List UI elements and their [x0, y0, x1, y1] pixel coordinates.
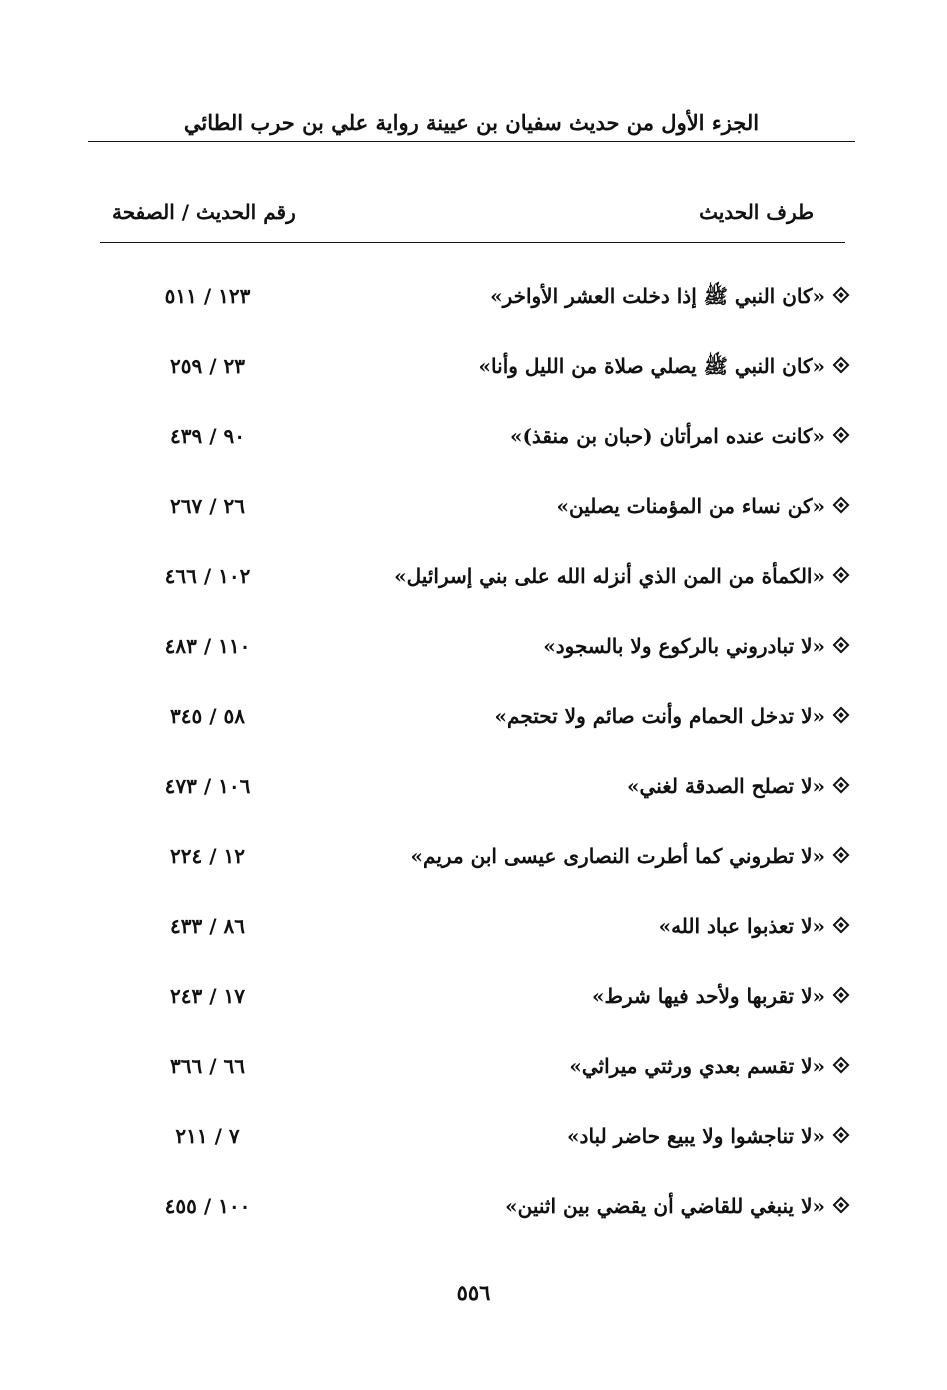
- entry-ref: ٨٦ / ٤٣٣: [170, 914, 245, 938]
- index-entry: [0, 486, 947, 526]
- diamond-bullet-icon: [833, 987, 850, 1004]
- running-header: الجزء الأول من حديث سفيان بن عيينة رواية علي بن حرب الطائي: [183, 110, 760, 135]
- entry-text-wrap: [510, 420, 847, 452]
- entry-text: «لا تدخل الحمام وأنت صائم ولا تحتجم»: [494, 704, 825, 728]
- entry-text-wrap: [394, 560, 847, 592]
- index-entry: [0, 766, 947, 806]
- index-entry: [0, 836, 947, 876]
- entry-text: «كان النبي ﷺ إذا دخلت العشر الأواخر»: [490, 284, 825, 308]
- entry-ref: ٧ / ٢١١: [175, 1124, 240, 1148]
- entry-text: «كان النبي ﷺ يصلي صلاة من الليل وأنا»: [478, 354, 825, 378]
- index-entry: [0, 1186, 947, 1226]
- entry-ref: ٥٨ / ٣٤٥: [170, 704, 245, 728]
- entry-text-wrap: [567, 1120, 847, 1152]
- diamond-bullet-icon: [833, 917, 850, 934]
- entry-text: «لا تصلح الصدقة لغني»: [627, 774, 825, 798]
- index-entry: [0, 1116, 947, 1156]
- index-entry: [0, 556, 947, 596]
- diamond-bullet-icon: [833, 707, 850, 724]
- index-entry: [0, 976, 947, 1016]
- diamond-bullet-icon: [833, 1127, 850, 1144]
- diamond-bullet-icon: [833, 497, 850, 514]
- entry-text: «لا تناجشوا ولا يبيع حاضر لباد»: [567, 1124, 825, 1148]
- entry-text: «لا ينبغي للقاضي أن يقضي بين اثنين»: [505, 1194, 825, 1218]
- entry-ref: ٢٣ / ٢٥٩: [170, 354, 245, 378]
- diamond-bullet-icon: [833, 1197, 850, 1214]
- entry-text: «كانت عنده امرأتان (حبان بن منقذ)»: [509, 424, 825, 448]
- entry-ref: ١١٠ / ٤٨٣: [164, 634, 251, 658]
- entry-text: «لا تعذبوا عباد الله»: [658, 914, 825, 938]
- index-entry: [0, 1046, 947, 1086]
- diamond-bullet-icon: [833, 1057, 850, 1074]
- entry-ref: ١٠٢ / ٤٦٦: [164, 564, 251, 588]
- entry-text: «لا تطروني كما أطرت النصارى عيسى ابن مريم»: [410, 844, 825, 868]
- entry-text-wrap: [569, 1050, 847, 1082]
- entry-text: «لا تقسم بعدي ورثتي ميراثي»: [569, 1054, 825, 1078]
- entry-text-wrap: [505, 1190, 847, 1222]
- index-entry: [0, 416, 947, 456]
- diamond-bullet-icon: [833, 567, 850, 584]
- diamond-bullet-icon: [833, 637, 850, 654]
- index-entry: [0, 346, 947, 386]
- page-number: ٥٥٦: [456, 1280, 491, 1305]
- entry-text-wrap: [592, 980, 847, 1012]
- column-header-hadith-ref: رقم الحديث / الصفحة: [112, 200, 296, 224]
- entry-text: «لا تقربها ولأحد فيها شرط»: [592, 984, 825, 1008]
- entry-ref: ١٠٠ / ٤٥٥: [164, 1194, 251, 1218]
- entry-ref: ١٢٣ / ٥١١: [164, 284, 251, 308]
- diamond-bullet-icon: [833, 357, 850, 374]
- entry-text-wrap: [479, 350, 847, 382]
- index-entry: [0, 276, 947, 316]
- entry-ref: ٩٠ / ٤٣٩: [170, 424, 245, 448]
- entry-ref: ٢٦ / ٢٦٧: [170, 494, 245, 518]
- entry-ref: ١٧ / ٢٤٣: [170, 984, 245, 1008]
- entry-text-wrap: [659, 910, 847, 942]
- entry-text-wrap: [557, 490, 847, 522]
- diamond-bullet-icon: [833, 777, 850, 794]
- entry-ref: ١٠٦ / ٤٧٣: [164, 774, 251, 798]
- entry-text: «لا تبادروني بالركوع ولا بالسجود»: [543, 634, 825, 658]
- column-header-hadith-text: طرف الحديث: [699, 200, 814, 224]
- entry-text: «الكمأة من المن الذي أنزله الله على بني إسرائيل»: [394, 564, 825, 588]
- entry-text-wrap: [411, 840, 847, 872]
- entry-ref: ٦٦ / ٣٦٦: [170, 1054, 245, 1078]
- entry-text-wrap: [494, 700, 847, 732]
- diamond-bullet-icon: [833, 847, 850, 864]
- entry-ref: ١٢ / ٢٢٤: [170, 844, 245, 868]
- diamond-bullet-icon: [833, 287, 850, 304]
- index-entry: [0, 626, 947, 666]
- index-entry: [0, 906, 947, 946]
- index-entry: [0, 696, 947, 736]
- diamond-bullet-icon: [833, 427, 850, 444]
- entry-text: «كن نساء من المؤمنات يصلين»: [556, 494, 825, 518]
- entry-text-wrap: [627, 770, 847, 802]
- entry-text-wrap: [490, 280, 847, 312]
- entry-text-wrap: [543, 630, 847, 662]
